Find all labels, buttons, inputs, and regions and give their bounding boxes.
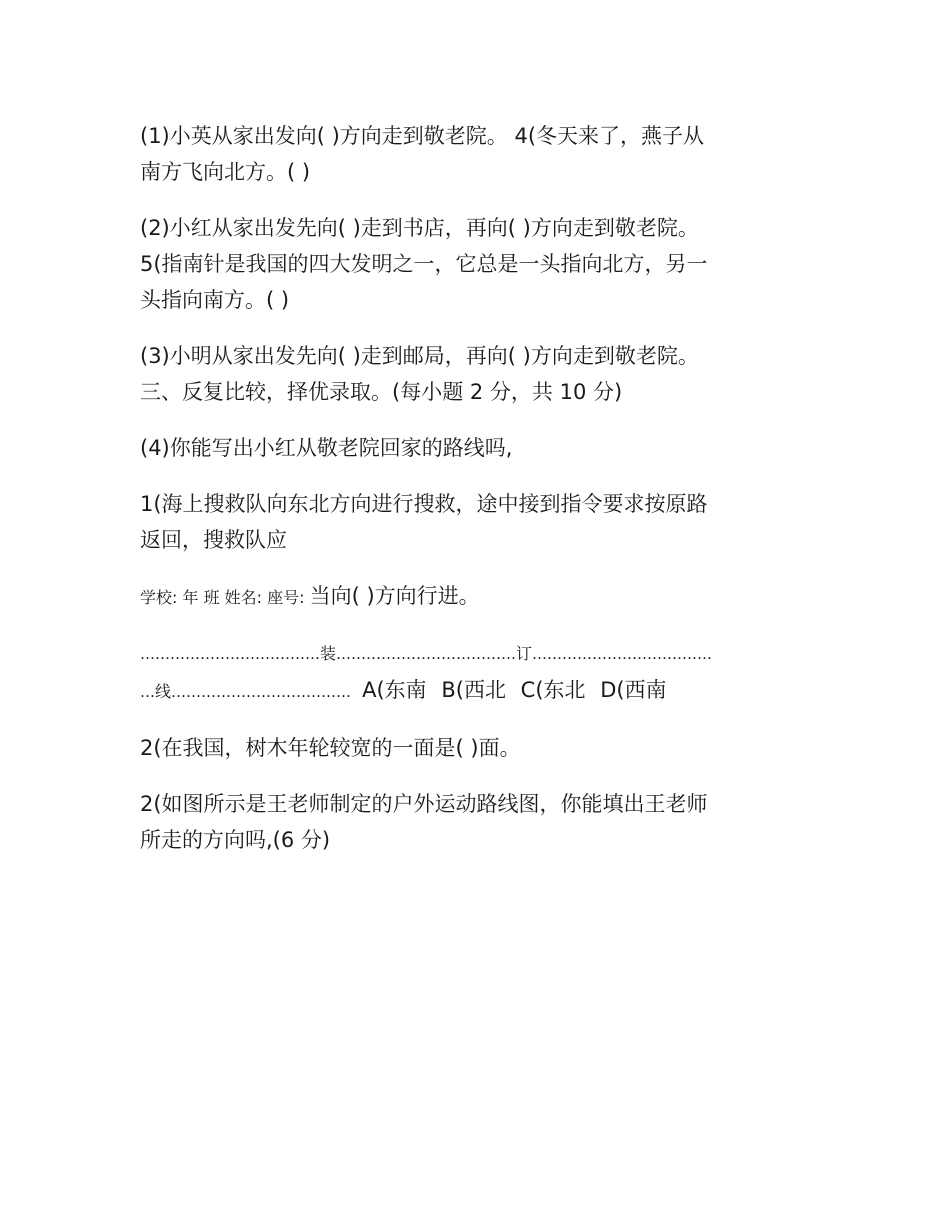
text-line: 2(如图所示是王老师制定的户外运动路线图，你能填出王老师 (140, 792, 708, 816)
dotted-rule: ……………………………… (140, 645, 320, 663)
question-paragraph-2 (140, 210, 810, 318)
dotted-rule: … (140, 683, 155, 701)
binding-line-bottom (140, 672, 810, 710)
question-paragraph-6 (140, 730, 810, 766)
text-line: (4)你能写出小红从敬老院回家的路线吗, (140, 436, 513, 460)
choice-a: A(东南 (362, 678, 427, 702)
binding-mark-zhuang: 装 (320, 644, 337, 663)
text-line: 返回，搜救队应 (140, 528, 287, 552)
text-line: 头指向南方。( ) (140, 288, 290, 312)
binding-mark-ding: 订 (516, 644, 533, 663)
dotted-rule: ……………………………… (532, 645, 713, 663)
text-line: (1)小英从家出发向( )方向走到敬老院。 4(冬天来了，燕子从 (140, 124, 705, 148)
choice-b: B(西北 (441, 678, 506, 702)
text-line: (2)小红从家出发先向( )走到书店，再向( )方向走到敬老院。 (140, 216, 699, 240)
binding-mark-xian: 线 (155, 682, 172, 701)
text-line: 5(指南针是我国的四大发明之一，它总是一头指向北方，另一 (140, 252, 708, 276)
dotted-rule: ……………………………… (336, 645, 517, 663)
answer-choices (362, 678, 674, 702)
text-line: 南方飞向北方。( ) (140, 160, 311, 184)
text-line: 所走的方向吗,(6 分) (140, 828, 331, 852)
question-continuation: 当向( )方向行进。 (309, 584, 480, 608)
question-paragraph-3 (140, 338, 810, 410)
student-info-fields: 学校: 年 班 姓名: 座号: (140, 588, 310, 607)
text-line: (3)小明从家出发先向( )走到邮局，再向( )方向走到敬老院。 (140, 344, 699, 368)
binding-line (140, 636, 810, 710)
question-paragraph-1 (140, 118, 810, 190)
page-content (140, 118, 810, 878)
student-info-line (140, 578, 810, 616)
text-line: 1(海上搜救队向东北方向进行搜救，途中接到指令要求按原路 (140, 492, 708, 516)
choice-d: D(西南 (600, 678, 667, 702)
choice-c: C(东北 (520, 678, 586, 702)
question-paragraph-5 (140, 486, 810, 558)
text-line: 2(在我国，树木年轮较宽的一面是( )面。 (140, 736, 521, 760)
question-paragraph-4 (140, 430, 810, 466)
question-paragraph-7 (140, 786, 810, 858)
section-heading: 三、反复比较，择优录取。(每小题 2 分，共 10 分) (140, 380, 623, 404)
dotted-rule: ……………………………… (171, 683, 352, 701)
binding-line-top (140, 636, 810, 672)
